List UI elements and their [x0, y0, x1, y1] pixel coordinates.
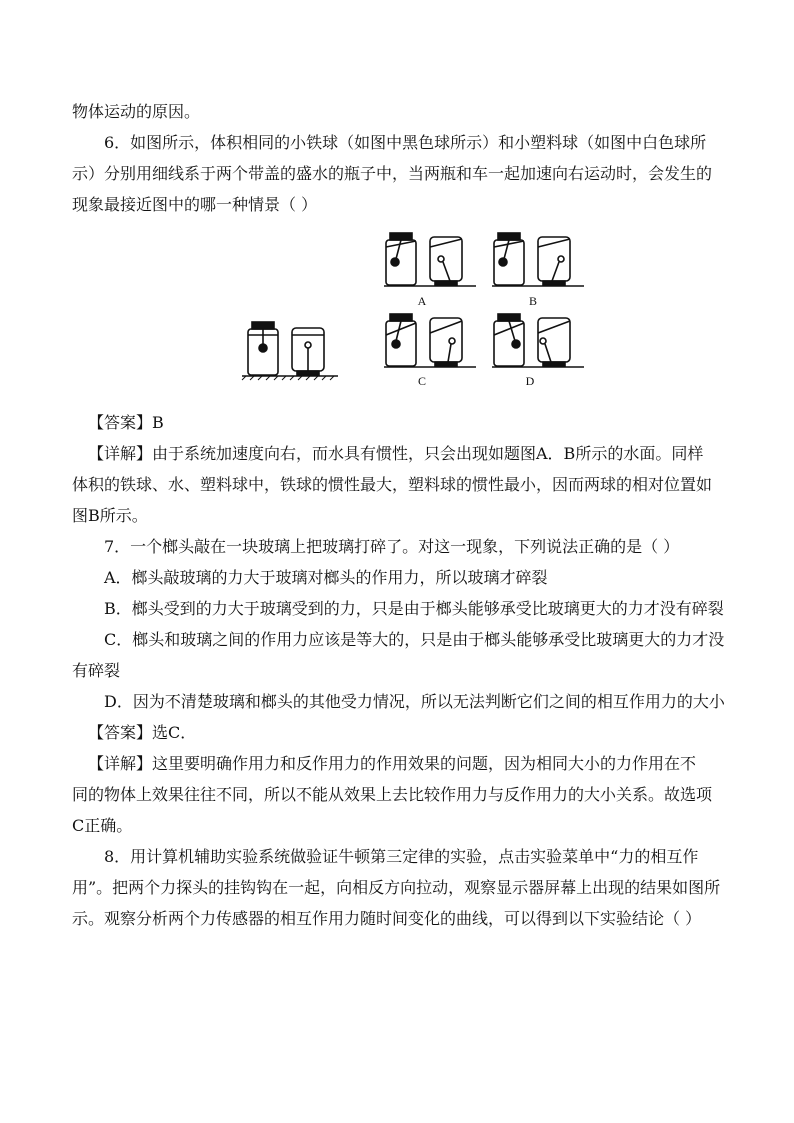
text-line: 示）分别用细线系于两个带盖的盛水的瓶子中，当两瓶和车一起加速向右运动时，会发生的 — [72, 164, 713, 183]
option-c-text: C．榔头和玻璃之间的作用力应该是等大的，只是由于榔头能够承受比玻璃更大的力才没 — [104, 630, 725, 649]
text-line: 用”。把两个力探头的挂钩钩在一起，向相反方向拉动，观察显示器屏幕上出现的结果如图所 — [72, 878, 721, 897]
explanation-7-line: 【详解】这里要明确作用力和反作用力的作用效果的问题，因为相同大小的力作用在不 — [88, 754, 697, 773]
explanation-6-line: 【详解】由于系统加速度向右，而水具有惯性，只会出现如题图A．B所示的水面。同样 — [88, 444, 704, 463]
question-6-line: 6．如图所示，体积相同的小铁球（如图中黑色球所示）和小塑料球（如图中白色球所 — [104, 133, 707, 152]
option-a-figure — [384, 233, 476, 286]
question-7-line: 7．一个榔头敲在一块玻璃上把玻璃打碎了。对这一现象，下列说法正确的是（ ） — [104, 537, 680, 556]
text-line: 有碎裂 — [72, 661, 121, 680]
option-c-label: C — [417, 374, 427, 388]
text-line: 同的物体上效果往往不同，所以不能从效果上去比较作用力与反作用力的大小关系。故选项 — [72, 785, 713, 804]
text-line: 体积的铁球、水、塑料球中，铁球的惯性最大，塑料球的惯性最小，因而两球的相对位置如 — [72, 475, 713, 494]
option-b-figure — [492, 233, 584, 286]
text-line: 示。观察分析两个力传感器的相互作用力随时间变化的曲线，可以得到以下实验结论（ ） — [72, 909, 702, 928]
question-8-line: 8．用计算机辅助实验系统做验证牛顿第三定律的实验，点击实验菜单中“力的相互作 — [104, 847, 699, 866]
text-line: 现象最接近图中的哪一种情景（ ） — [72, 195, 318, 214]
option-b-text: B．榔头受到的力大于玻璃受到的力，只是由于榔头能够承受比玻璃更大的力才没有碎裂 — [104, 599, 724, 618]
answer-6: 【答案】B — [88, 413, 164, 432]
option-b-label: B — [528, 294, 538, 308]
initial-bottles — [242, 322, 338, 380]
bottles-figure — [238, 225, 598, 395]
option-a-label: A — [417, 294, 427, 308]
text-line: C正确。 — [72, 816, 133, 835]
answer-7: 【答案】选C． — [88, 723, 197, 742]
text-line: 图B所示。 — [72, 506, 148, 525]
option-c-figure — [384, 314, 476, 367]
text-line: 物体运动的原因。 — [72, 102, 201, 121]
option-d-figure — [492, 314, 584, 367]
option-a-text: A．榔头敲玻璃的力大于玻璃对榔头的作用力，所以玻璃才碎裂 — [104, 568, 548, 587]
option-d-label: D — [525, 374, 535, 388]
option-d-text: D．因为不清楚玻璃和榔头的其他受力情况，所以无法判断它们之间的相互作用力的大小 — [104, 692, 725, 711]
